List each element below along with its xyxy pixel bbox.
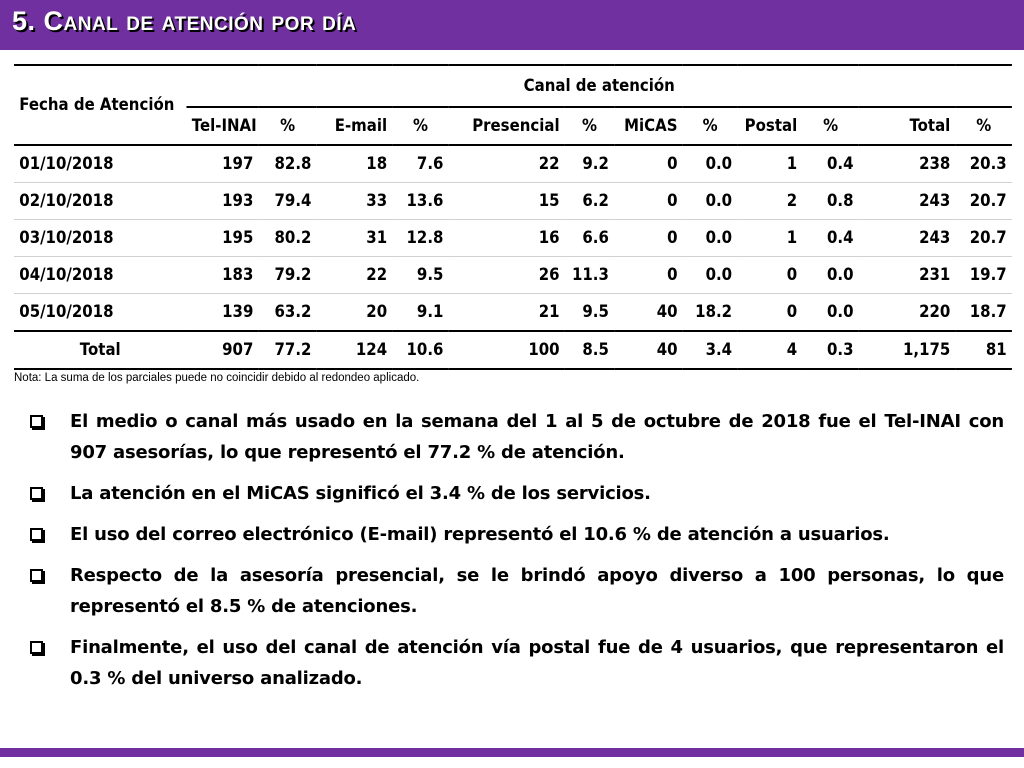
table-cell: 20.3 [956, 145, 1012, 183]
table-cell: 1 [737, 220, 802, 257]
table-cell: 22 [317, 257, 393, 294]
table-row [14, 220, 1012, 257]
table-cell: 22 [449, 145, 565, 183]
table-cell: 243 [859, 220, 956, 257]
table-cell: 18 [317, 145, 393, 183]
table-cell: 9.5 [565, 294, 614, 332]
table-row [14, 294, 1012, 332]
attention-table [14, 64, 1012, 370]
table-cell: 183 [186, 257, 258, 294]
table-cell: 6.6 [565, 220, 614, 257]
total-cell: 3.4 [683, 331, 738, 369]
table-cell: 1 [737, 145, 802, 183]
total-cell: 100 [449, 331, 565, 369]
table-cell: 21 [449, 294, 565, 332]
table-cell: 220 [859, 294, 956, 332]
table-cell: 11.3 [565, 257, 614, 294]
table-cell: 0.0 [683, 257, 738, 294]
bullet-text: Respecto de la asesoría presencial, se le brindó apoyo diverso a 100 personas, lo que representó el 8.5 % de atenciones. [70, 565, 1004, 617]
column-header-8: Postal [737, 107, 802, 145]
table-cell: 0 [614, 220, 683, 257]
bullet-text: El medio o canal más usado en la semana del 1 al 5 de octubre de 2018 fue el Tel-INAI con 907 asesorías, lo que representó el 77.2 % de atención. [70, 411, 1004, 463]
title-bar [0, 0, 1024, 50]
table-cell: 0.0 [802, 257, 858, 294]
total-cell: 8.5 [565, 331, 614, 369]
table-cell: 0.4 [802, 145, 858, 183]
column-header-9: % [802, 107, 858, 145]
checkbox-bullet-icon [30, 569, 43, 582]
table-note: Nota: La suma de los parciales puede no coincidir debido al redondeo aplicado. [14, 372, 420, 384]
row-date: 02/10/2018 [14, 183, 186, 220]
table-cell: 0 [614, 257, 683, 294]
row-date: 03/10/2018 [14, 220, 186, 257]
table-row [14, 257, 1012, 294]
table-cell: 20.7 [956, 183, 1012, 220]
total-cell: 81 [956, 331, 1012, 369]
table-cell: 195 [186, 220, 258, 257]
column-header-3: % [392, 107, 448, 145]
total-cell: 124 [317, 331, 393, 369]
row-date: 04/10/2018 [14, 257, 186, 294]
bullet-item [28, 519, 1004, 550]
total-cell: 907 [186, 331, 258, 369]
table-cell: 20 [317, 294, 393, 332]
table-cell: 0 [737, 257, 802, 294]
table-cell: 9.1 [392, 294, 448, 332]
table-cell: 0 [737, 294, 802, 332]
table-cell: 26 [449, 257, 565, 294]
table-cell: 0 [614, 183, 683, 220]
total-row [14, 331, 1012, 369]
table-cell: 238 [859, 145, 956, 183]
table-cell: 2 [737, 183, 802, 220]
table-cell: 79.4 [259, 183, 317, 220]
table-row [14, 183, 1012, 220]
table-cell: 18.7 [956, 294, 1012, 332]
checkbox-bullet-icon [30, 415, 43, 428]
checkbox-bullet-icon [30, 528, 43, 541]
table-cell: 13.6 [392, 183, 448, 220]
table-cell: 193 [186, 183, 258, 220]
table-cell: 0.0 [683, 220, 738, 257]
bullet-item [28, 560, 1004, 622]
bullet-list [28, 406, 1004, 704]
table-cell: 0.4 [802, 220, 858, 257]
table-cell: 40 [614, 294, 683, 332]
table-cell: 0.0 [683, 145, 738, 183]
footer-bar [0, 748, 1024, 757]
table-cell: 15 [449, 183, 565, 220]
table-cell: 82.8 [259, 145, 317, 183]
bullet-item [28, 478, 1004, 509]
column-header-6: MiCAS [614, 107, 683, 145]
total-label: Total [14, 331, 186, 369]
checkbox-bullet-icon [30, 641, 43, 654]
table-cell: 19.7 [956, 257, 1012, 294]
total-cell: 10.6 [392, 331, 448, 369]
table-cell: 6.2 [565, 183, 614, 220]
total-cell: 1,175 [859, 331, 956, 369]
table-cell: 0 [614, 145, 683, 183]
table-cell: 9.2 [565, 145, 614, 183]
table-header-row-group [14, 65, 1012, 107]
table-cell: 80.2 [259, 220, 317, 257]
table-cell: 7.6 [392, 145, 448, 183]
table-cell: 18.2 [683, 294, 738, 332]
column-header-group: Canal de atención [186, 65, 1011, 107]
total-cell: 0.3 [802, 331, 858, 369]
column-header-1: % [259, 107, 317, 145]
table-cell: 20.7 [956, 220, 1012, 257]
table-cell: 139 [186, 294, 258, 332]
table-cell: 197 [186, 145, 258, 183]
bullet-text: El uso del correo electrónico (E-mail) representó el 10.6 % de atención a usuarios. [70, 524, 890, 545]
row-date: 05/10/2018 [14, 294, 186, 332]
table-cell: 231 [859, 257, 956, 294]
table-body [14, 145, 1012, 369]
row-date: 01/10/2018 [14, 145, 186, 183]
table-cell: 12.8 [392, 220, 448, 257]
table-row [14, 145, 1012, 183]
table-cell: 0.8 [802, 183, 858, 220]
attention-table-container [14, 64, 1012, 370]
bullet-text: Finalmente, el uso del canal de atención vía postal fue de 4 usuarios, que representaron el 0.3 % del universo analizado. [70, 637, 1004, 689]
page-title: 5. Canal de atención por día [12, 6, 357, 36]
column-header-7: % [683, 107, 738, 145]
checkbox-bullet-icon [30, 487, 43, 500]
total-cell: 4 [737, 331, 802, 369]
table-cell: 243 [859, 183, 956, 220]
table-cell: 33 [317, 183, 393, 220]
table-cell: 16 [449, 220, 565, 257]
table-cell: 79.2 [259, 257, 317, 294]
total-cell: 77.2 [259, 331, 317, 369]
bullet-item [28, 632, 1004, 694]
bullet-text: La atención en el MiCAS significó el 3.4 % de los servicios. [70, 483, 651, 504]
column-header-11: % [956, 107, 1012, 145]
table-cell: 0.0 [683, 183, 738, 220]
table-cell: 63.2 [259, 294, 317, 332]
table-cell: 31 [317, 220, 393, 257]
total-cell: 40 [614, 331, 683, 369]
column-header-date: Fecha de Atención [14, 65, 186, 145]
table-cell: 0.0 [802, 294, 858, 332]
column-header-5: % [565, 107, 614, 145]
column-header-10: Total [859, 107, 956, 145]
column-header-4: Presencial [449, 107, 565, 145]
column-header-2: E-mail [317, 107, 393, 145]
column-header-0: Tel-INAI [186, 107, 258, 145]
table-cell: 9.5 [392, 257, 448, 294]
bullet-item [28, 406, 1004, 468]
